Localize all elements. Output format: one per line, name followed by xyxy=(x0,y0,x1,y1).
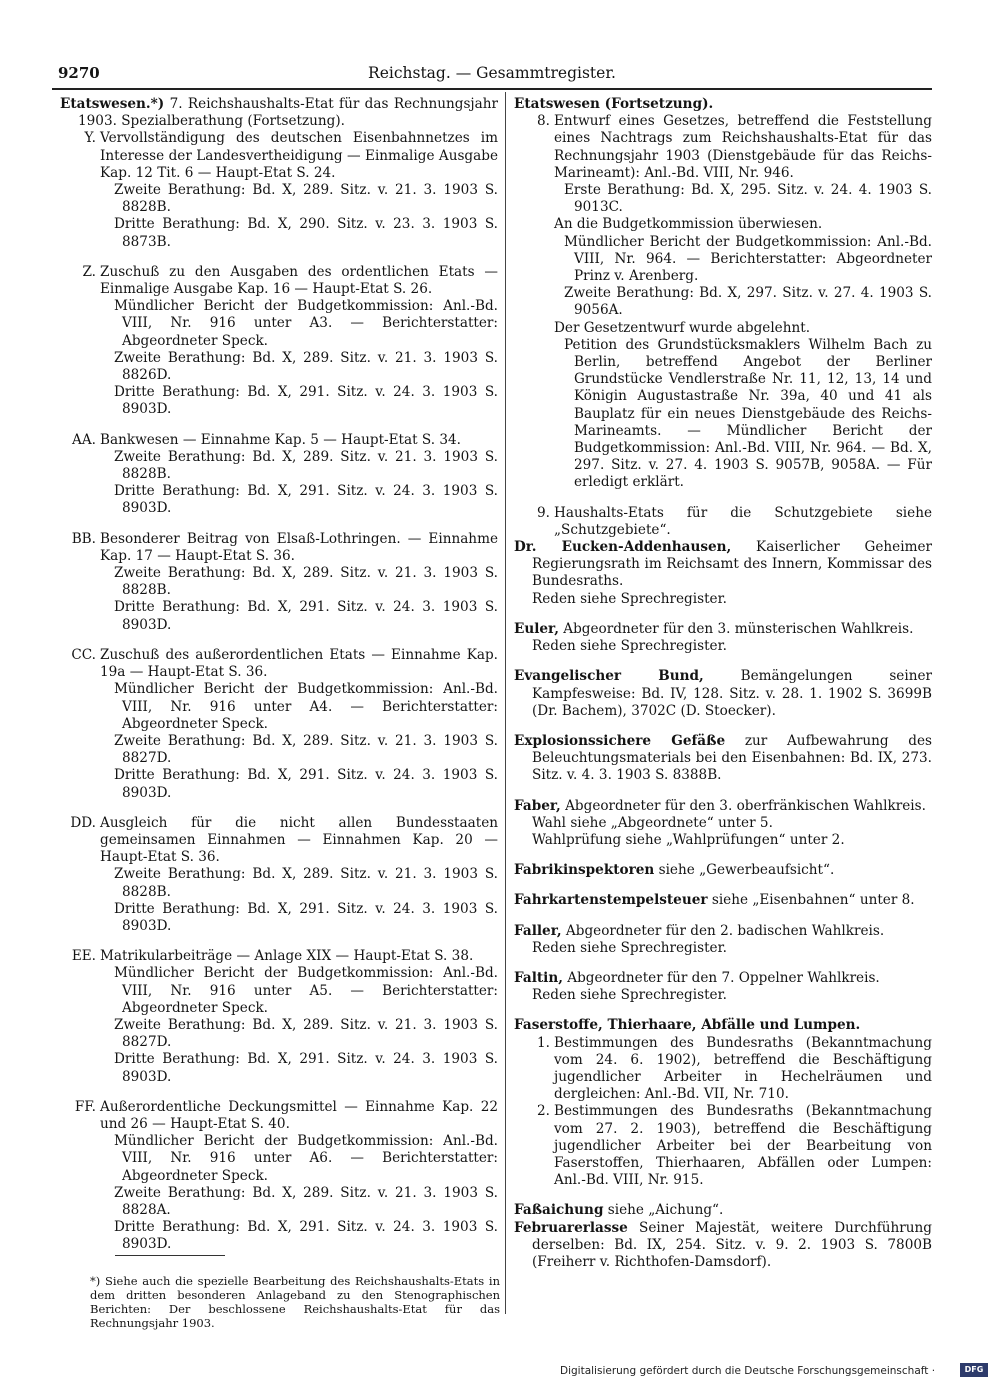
index-entry-line: Dritte Berathung: Bd. X, 291. Sitz. v. 24. 3. 1903 S. 8903D. xyxy=(114,1219,498,1253)
register-entry-main xyxy=(514,798,932,815)
intro-text: 7. Reichshaushalts-Etat für das Rechnungsjahr 1903. Spezialberathung (Fortsetzung). xyxy=(78,96,498,130)
index-entry-line: Zweite Berathung: Bd. X, 289. Sitz. v. 21. 3. 1903 S. 8828A. xyxy=(114,1184,498,1218)
footnote-rule xyxy=(115,1255,225,1256)
index-entry-line: Mündlicher Bericht der Budgetkommission: Anl.-Bd. VIII, Nr. 916 unter A6. — Berichterstatter: Abgeordneter Speck. xyxy=(114,1133,498,1184)
digitization-credit: Digitalisierung gefördert durch die Deutsche Forschungsgemeinschaft · xyxy=(560,1365,936,1377)
faser-item-text: Bestimmungen des Bundesraths (Bekanntmachung vom 27. 2. 1903), betreffend die Beschäftigung jugendlicher Arbeiter bei der Bearbeitung von Faserstoffen, Thierhaaren, Abfällen oder Lumpen: Anl.-Bd. VIII, Nr. 915. xyxy=(554,1103,932,1189)
register-entry-text: Abgeordneter für den 7. Oppelner Wahlkreis. xyxy=(562,969,880,986)
continued-head: Etatswesen (Fortsetzung). xyxy=(514,96,714,112)
register-entry xyxy=(514,923,932,957)
register-entry-head: Fabrikinspektoren xyxy=(514,862,655,879)
index-entry-title-text: Ausgleich für die nicht allen Bundesstaaten gemeinsamen Einnahmen — Einnahmen Kap. 20 — Haupt-Etat S. 36. xyxy=(100,814,498,866)
index-entry-title xyxy=(60,815,498,867)
index-entry-line: Mündlicher Bericht der Budgetkommission: Anl.-Bd. VIII, Nr. 916 unter A5. — Berichterstatter: Abgeordneter Speck. xyxy=(114,965,498,1016)
index-entry-title xyxy=(60,130,498,182)
running-title: Reichstag. — Gesammtregister. xyxy=(368,64,616,82)
register-entry xyxy=(514,970,932,1004)
index-entry xyxy=(60,815,498,935)
index-entry-line: Dritte Berathung: Bd. X, 290. Sitz. v. 23. 3. 1903 S. 8873B. xyxy=(114,216,498,250)
index-entry xyxy=(60,264,498,419)
index-entry-line: Zweite Berathung: Bd. X, 289. Sitz. v. 21. 3. 1903 S. 8828B. xyxy=(114,448,498,483)
index-entry-title-text: Bankwesen — Einnahme Kap. 5 — Haupt-Etat S. 34. xyxy=(100,431,461,448)
index-entry-line: Dritte Berathung: Bd. X, 291. Sitz. v. 24. 3. 1903 S. 8903D. xyxy=(114,384,498,418)
register-entry-text: zur Aufbewahrung des Beleuchtungsmaterials bei den Eisenbahnen: Bd. IX, 273. Sitz. v. 4. 3. 1903 S. 8388B. xyxy=(532,732,933,784)
register-entry xyxy=(514,798,932,850)
index-entry xyxy=(60,1099,498,1254)
index-entry-title-text: Außerordentliche Deckungsmittel — Einnahme Kap. 22 und 26 — Haupt-Etat S. 40. xyxy=(100,1098,498,1132)
index-entry-title-text: Zuschuß des außerordentlichen Etats — Einnahme Kap. 19a — Haupt-Etat S. 36. xyxy=(100,646,498,681)
index-entry xyxy=(60,531,498,634)
register-entry-main xyxy=(514,621,932,638)
index-entry-label: Y. xyxy=(84,130,96,147)
register-entry-main xyxy=(514,970,932,987)
register-entry-line: Reden siehe Sprechregister. xyxy=(532,638,727,655)
index-entry-label: CC. xyxy=(71,646,96,663)
register-entry-main xyxy=(514,668,932,720)
febr-text: Seiner Majestät, weitere Durchführung derselben: Bd. IX, 254. Sitz. v. 9. 2. 1903 S. 7800B (Freiherr v. Richthofen-Damsdorf). xyxy=(532,1219,932,1270)
item-8-line: Erste Berathung: Bd. X, 295. Sitz. v. 24. 4. 1903 S. 9013C. xyxy=(564,182,932,216)
index-entry-line: Dritte Berathung: Bd. X, 291. Sitz. v. 24. 3. 1903 S. 8903D. xyxy=(114,599,498,633)
index-entry xyxy=(60,948,498,1086)
index-entry-title xyxy=(60,948,498,965)
febr-head: Februarerlasse xyxy=(514,1219,628,1236)
register-entry xyxy=(514,892,932,909)
left-entries xyxy=(60,130,498,1253)
fass-entry xyxy=(514,1202,932,1219)
footnote: *) Siehe auch die spezielle Bearbeitung des Reichshaushalts-Etats in dem dritten besonderen Anlageband zu den Stenographischen Berichten: Der beschlossene Reichshaushalts-Etat für das Rechnungsjahr 1903. xyxy=(90,1273,500,1330)
register-entry-head: Dr. Eucken-Addenhausen, xyxy=(514,539,732,556)
index-entry-line: Zweite Berathung: Bd. X, 289. Sitz. v. 21. 3. 1903 S. 8828B. xyxy=(114,182,498,216)
fass-text: siehe „Aichung“. xyxy=(603,1202,724,1219)
right-entries xyxy=(514,539,932,1004)
intro-entry xyxy=(60,96,498,130)
register-entry-head: Faltin, xyxy=(514,969,563,986)
faser-item-text: Bestimmungen des Bundesraths (Bekanntmachung vom 24. 6. 1902), betreffend die Beschäftigung jugendlicher Arbeiter in Hechelräumen und dergleichen: Anl.-Bd. VII, Nr. 710. xyxy=(554,1034,932,1103)
register-entry-head: Faller, xyxy=(514,922,562,939)
item-9-label: 9. xyxy=(537,504,550,521)
register-entry-main xyxy=(514,539,932,591)
index-entry-label: DD. xyxy=(70,814,96,831)
register-entry-main xyxy=(514,923,932,940)
item-8-line: Mündlicher Bericht der Budgetkommission: Anl.-Bd. VIII, Nr. 964. — Berichterstatter: Abgeordneter Prinz v. Arenberg. xyxy=(564,233,932,285)
register-entry-text: siehe „Gewerbeaufsicht“. xyxy=(654,862,835,879)
register-entry-line: Reden siehe Sprechregister. xyxy=(532,987,727,1004)
register-entry-line: Reden siehe Sprechregister. xyxy=(532,590,727,607)
register-entry-line: Wahl siehe „Abgeordnete“ unter 5. xyxy=(532,814,773,831)
item-9-text: Haushalts-Etats für die Schutzgebiete siehe „Schutzgebiete“. xyxy=(554,504,932,538)
faser-item xyxy=(514,1035,932,1104)
register-entry xyxy=(514,621,932,655)
index-entry-title xyxy=(60,432,498,449)
index-entry-title-text: Besonderer Beitrag von Elsaß-Lothringen. — Einnahme Kap. 17 — Haupt-Etat S. 36. xyxy=(100,530,498,564)
index-entry-title-text: Matrikularbeiträge — Anlage XIX — Haupt-Etat S. 38. xyxy=(100,948,474,965)
index-entry-line: Mündlicher Bericht der Budgetkommission: Anl.-Bd. VIII, Nr. 916 unter A3. — Berichterstatter: Abgeordneter Speck. xyxy=(114,298,498,349)
index-entry-title xyxy=(60,531,498,565)
item-8-petition: Petition des Grundstücksmaklers Wilhelm Bach zu Berlin, betreffend Angebot der Berliner Grundstücke Vendlerstraße Nr. 11, 12, 13, 14 und Königin Augustastraße Nr. 39a, 40 und 41 als Bauplatz für ein neues Dienstgebäude des Reichs-Marineamts. — Mündlicher Bericht der Budgetkommission: Anl.-Bd. VIII, Nr. 964. — Bd. X, 297. Sitz. v. 27. 4. 1903 S. 9057B, 9058A. — Für erledigt erklärt. xyxy=(564,336,932,491)
register-entry-text: siehe „Eisenbahnen“ unter 8. xyxy=(707,892,915,909)
register-entry-text: Abgeordneter für den 3. oberfränkischen Wahlkreis. xyxy=(560,797,926,814)
register-entry-main xyxy=(514,892,932,909)
index-entry-line: Mündlicher Bericht der Budgetkommission: Anl.-Bd. VIII, Nr. 916 unter A4. — Berichterstatter: Abgeordneter Speck. xyxy=(114,681,498,732)
register-entry-text: Abgeordneter für den 2. badischen Wahlkreis. xyxy=(561,922,885,939)
fass-head: Faßaichung xyxy=(514,1202,604,1219)
register-entry-head: Explosionssichere Gefäße xyxy=(514,732,726,749)
index-entry-title xyxy=(60,264,498,298)
index-entry xyxy=(60,130,498,250)
register-entry-main xyxy=(514,862,932,879)
register-entry-text: Kaiserlicher Geheimer Regierungsrath im Reichsamt des Innern, Kommissar des Bundesraths. xyxy=(532,539,932,590)
index-entry-title xyxy=(60,647,498,681)
item-8-title-text: Entwurf eines Gesetzes, betreffend die Feststellung eines Nachtrags zum Reichshaushalts-Etat für das Rechnungsjahr 1903 (Dienstgebäude für das Reichs-Marineamt): Anl.-Bd. VIII, Nr. 946. xyxy=(554,113,932,181)
page-number: 9270 xyxy=(58,64,100,82)
header-rule xyxy=(52,88,932,90)
index-entry-label: AA. xyxy=(72,431,96,448)
register-entry xyxy=(514,733,932,785)
page-header xyxy=(52,58,932,88)
faser-item-label: 2. xyxy=(537,1103,550,1120)
register-entry-main xyxy=(514,733,932,785)
index-entry-label: FF. xyxy=(74,1098,96,1115)
index-entry-line: Zweite Berathung: Bd. X, 289. Sitz. v. 21. 3. 1903 S. 8828B. xyxy=(114,866,498,900)
index-entry-line: Zweite Berathung: Bd. X, 289. Sitz. v. 21. 3. 1903 S. 8828B. xyxy=(114,565,498,599)
item-8-label: 8. xyxy=(537,113,550,130)
index-entry-line: Dritte Berathung: Bd. X, 291. Sitz. v. 24. 3. 1903 S. 8903D. xyxy=(114,483,498,517)
faser-item xyxy=(514,1103,932,1189)
index-entry-line: Dritte Berathung: Bd. X, 291. Sitz. v. 24. 3. 1903 S. 8903D. xyxy=(114,767,498,801)
faser-item-label: 1. xyxy=(537,1034,550,1051)
febr-entry xyxy=(514,1220,932,1272)
register-entry xyxy=(514,862,932,879)
item-8-title xyxy=(514,113,932,182)
index-entry-title-text: Zuschuß zu den Ausgaben des ordentlichen Etats — Einmalige Ausgabe Kap. 16 — Haupt-Etat S. 26. xyxy=(100,263,498,298)
left-column xyxy=(60,96,498,1267)
register-entry-text: Abgeordneter für den 3. münsterischen Wahlkreis. xyxy=(558,620,914,637)
register-entry-head: Faber, xyxy=(514,797,561,814)
item-9 xyxy=(514,505,932,539)
index-entry-label: EE. xyxy=(71,948,96,965)
register-entry-head: Euler, xyxy=(514,620,559,637)
register-entry-line: Wahlprüfung siehe „Wahlprüfungen“ unter 2. xyxy=(532,831,845,848)
faser-entry xyxy=(514,1017,932,1189)
index-entry-line: Dritte Berathung: Bd. X, 291. Sitz. v. 24. 3. 1903 S. 8903D. xyxy=(114,900,498,934)
intro-head: Etatswesen.*) xyxy=(60,96,165,112)
index-entry-title xyxy=(60,1099,498,1133)
item-8-line: Der Gesetzentwurf wurde abgelehnt. xyxy=(554,319,811,336)
index-entry-label: BB. xyxy=(71,530,96,547)
index-entry-label: Z. xyxy=(82,263,96,280)
index-entry xyxy=(60,647,498,802)
index-entry-title-text: Vervollständigung des deutschen Eisenbahnnetzes im Interesse der Landesvertheidigung — Einmalige Ausgabe Kap. 12 Tit. 6 — Haupt-Etat S. 24. xyxy=(100,130,498,181)
index-entry-line: Zweite Berathung: Bd. X, 289. Sitz. v. 21. 3. 1903 S. 8826D. xyxy=(114,349,498,384)
right-column xyxy=(514,96,932,1271)
dfg-logo: DFG xyxy=(960,1363,988,1377)
register-entry-head: Fahrkartenstempelsteuer xyxy=(514,892,708,909)
item-8 xyxy=(514,113,932,491)
item-8-line: An die Budgetkommission überwiesen. xyxy=(554,216,823,233)
register-entry xyxy=(514,539,932,608)
index-entry-line: Zweite Berathung: Bd. X, 289. Sitz. v. 21. 3. 1903 S. 8827D. xyxy=(114,732,498,767)
index-entry-line: Zweite Berathung: Bd. X, 289. Sitz. v. 21. 3. 1903 S. 8827D. xyxy=(114,1016,498,1051)
register-entry-text: Bemängelungen seiner Kampfesweise: Bd. IV, 128. Sitz. v. 28. 1. 1902 S. 3699B (Dr. Bachem), 3702C (D. Stoecker). xyxy=(532,668,932,719)
index-entry-line: Dritte Berathung: Bd. X, 291. Sitz. v. 24. 3. 1903 S. 8903D. xyxy=(114,1051,498,1085)
register-entry-head: Evangelischer Bund, xyxy=(514,668,704,685)
index-entry xyxy=(60,432,498,518)
register-entry xyxy=(514,668,932,720)
item-8-line: Zweite Berathung: Bd. X, 297. Sitz. v. 27. 4. 1903 S. 9056A. xyxy=(564,285,932,319)
column-divider xyxy=(505,92,506,1314)
faser-head: Faserstoffe, Thierhaare, Abfälle und Lumpen. xyxy=(514,1017,861,1034)
register-entry-line: Reden siehe Sprechregister. xyxy=(532,939,727,956)
